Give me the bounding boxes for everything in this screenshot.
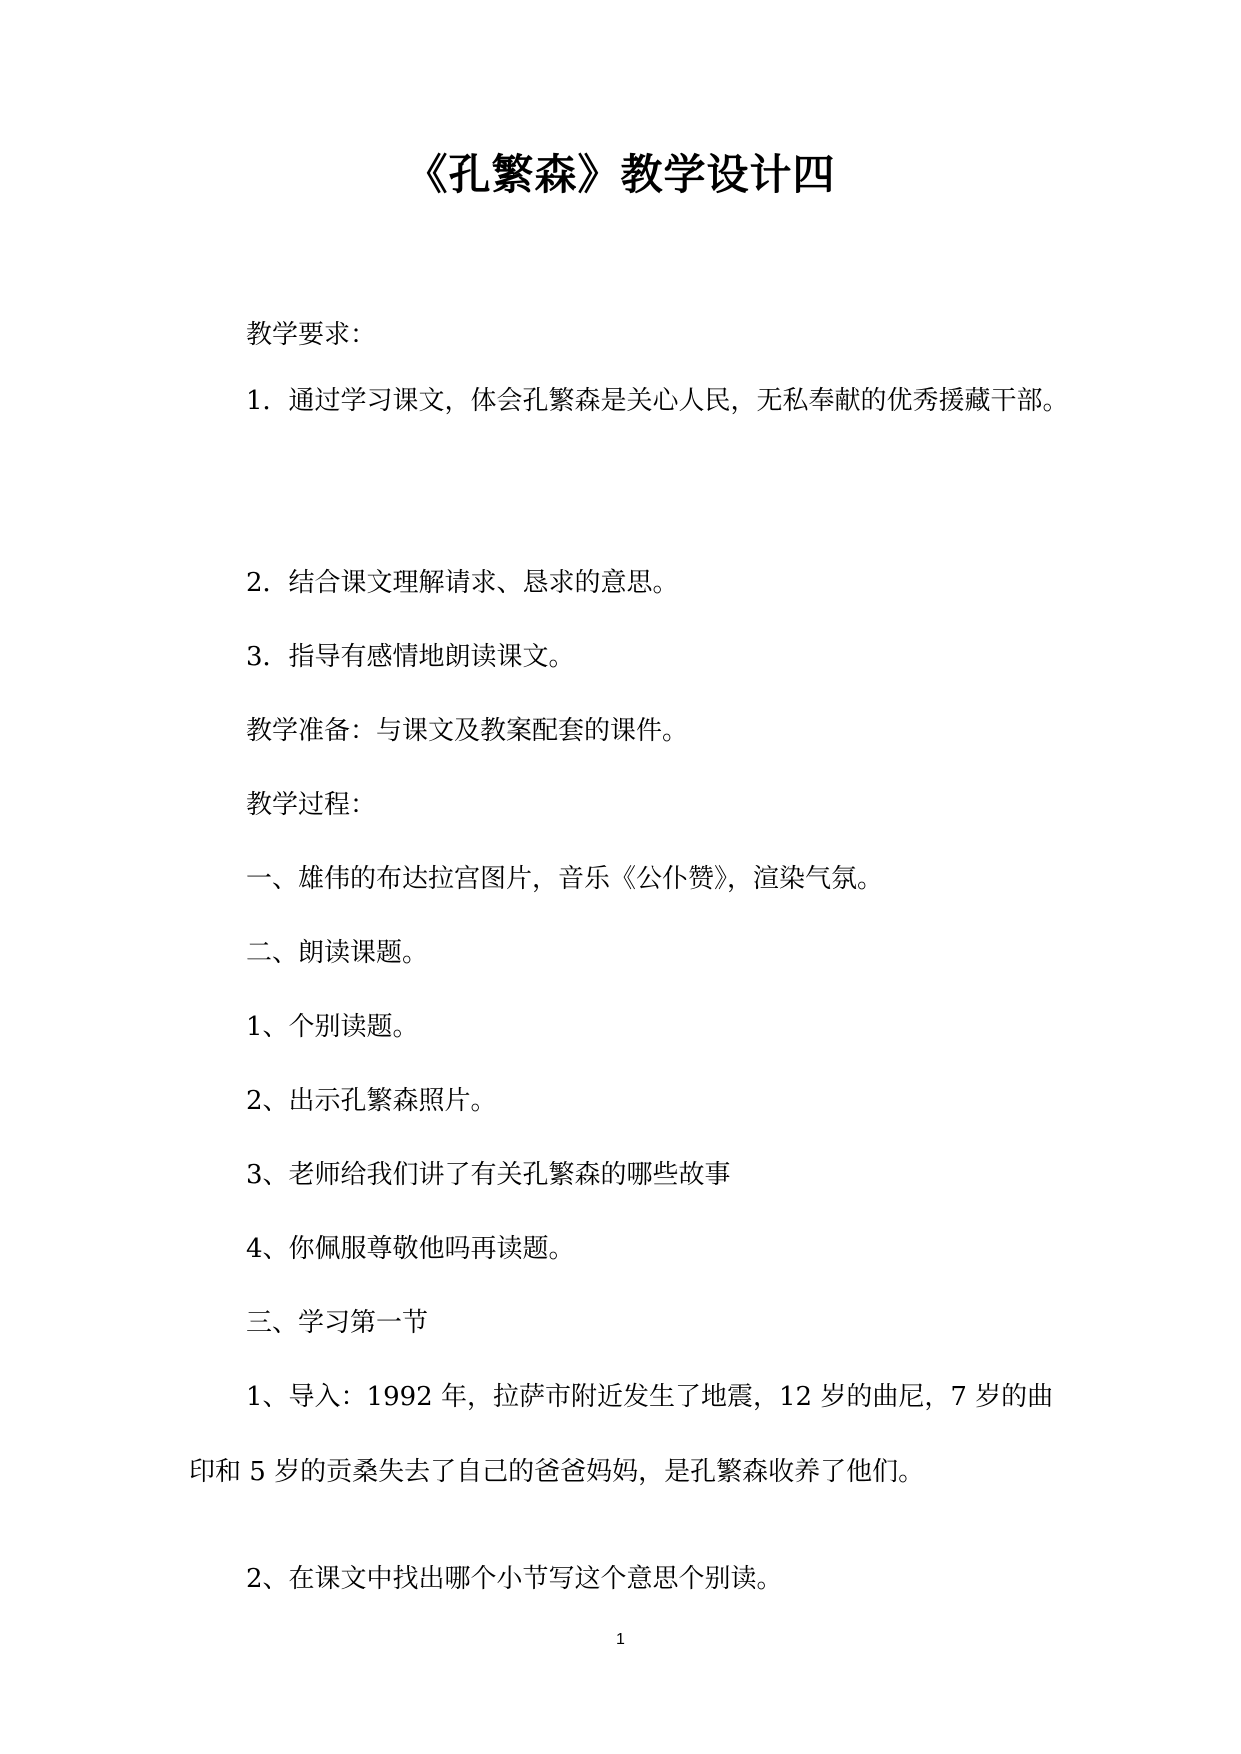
paragraph-step-3: 三、学习第一节 (246, 1308, 429, 1338)
paragraph-step-2-item-4: 4、你佩服尊敬他吗再读题。 (246, 1234, 575, 1264)
paragraph-requirement-1: 1．通过学习课文，体会孔繁森是关心人民，无私奉献的优秀援藏干部。 (246, 386, 1069, 416)
paragraph-step-3-item-1: 1、导入：1992 年，拉萨市附近发生了地震，12 岁的曲尼，7 岁的曲印和 5 岁的贡桑失去了自己的爸爸妈妈，是孔繁森收养了他们。 (189, 1382, 1054, 1487)
paragraph-step-2-item-3: 3、老师给我们讲了有关孔繁森的哪些故事 (246, 1160, 731, 1190)
paragraph-step-2-item-1: 1、个别读题。 (246, 1012, 419, 1042)
paragraph-teaching-process-heading: 教学过程： (246, 790, 377, 820)
paragraph-teaching-preparation: 教学准备：与课文及教案配套的课件。 (246, 716, 689, 746)
paragraph-requirement-2: 2．结合课文理解请求、恳求的意思。 (246, 568, 679, 598)
page-number: 1 (616, 1631, 625, 1648)
paragraph-step-1: 一、雄伟的布达拉宫图片，音乐《公仆赞》，渲染气氛。 (246, 864, 884, 894)
paragraph-step-2: 二、朗读课题。 (246, 938, 429, 968)
document-title: 《孔繁森》教学设计四 (405, 150, 836, 199)
paragraph-teaching-requirements-heading: 教学要求： (246, 320, 377, 350)
paragraph-requirement-3: 3．指导有感情地朗读课文。 (246, 642, 575, 672)
paragraph-step-2-item-2: 2、出示孔繁森照片。 (246, 1086, 497, 1116)
paragraph-step-3-item-2: 2、在课文中找出哪个小节写这个意思个别读。 (246, 1564, 783, 1594)
